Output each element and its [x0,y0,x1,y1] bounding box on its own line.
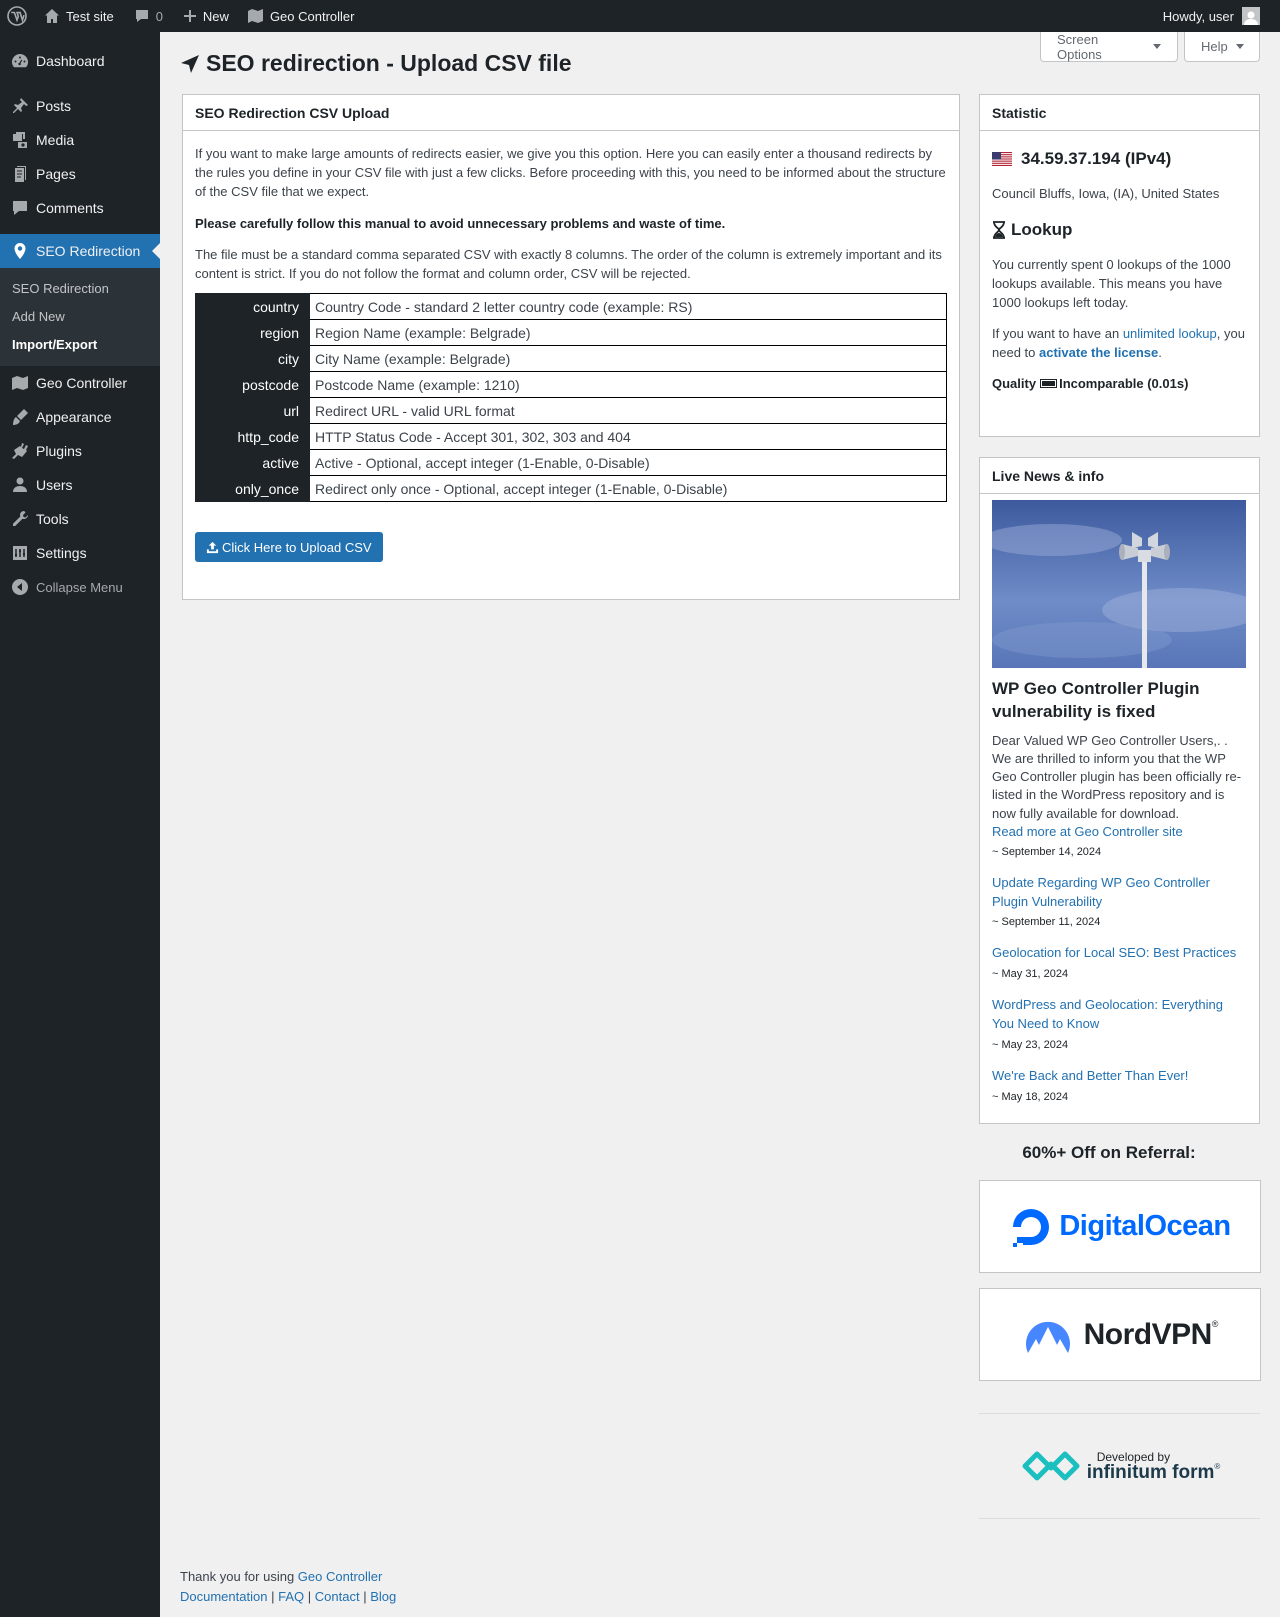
column-key: only_once [196,476,310,502]
sidebar-item-geo-controller[interactable] [0,366,160,400]
footer-documentation-link[interactable]: Documentation [180,1589,268,1604]
upload-csv-button[interactable] [195,532,383,562]
nordvpn-banner[interactable] [979,1288,1261,1381]
table-row [196,424,947,450]
help-button[interactable] [1184,32,1260,62]
submenu-add-new[interactable]: Add New [12,309,65,324]
sidebar-item-label: Tools [36,511,69,527]
wordpress-logo-icon[interactable] [0,0,36,32]
column-desc: Redirect only once - Optional, accept integer (1-Enable, 0-Disable) [310,476,947,502]
statistic-box [979,94,1260,437]
ip-address [992,149,1247,169]
news-link[interactable]: We're Back and Better Than Ever! [992,1067,1189,1083]
comments-count: 0 [155,8,163,24]
featured-news-title: WP Geo Controller Plugin vulnerability is fixed [992,679,1200,721]
submenu-seo-redirection[interactable]: SEO Redirection [12,281,109,296]
table-row [196,372,947,398]
user-icon [10,475,30,495]
comment-icon [10,198,30,218]
sidebar-item-label: Pages [36,166,76,182]
sidebar-item-posts[interactable] [0,89,160,123]
sidebar-item-users[interactable] [0,468,160,502]
column-desc: Active - Optional, accept integer (1-Enable, 0-Disable) [310,450,947,476]
sidebar-item-label: Plugins [36,443,82,459]
lookup-heading-text: Lookup [1011,219,1073,239]
collapse-menu-label: Collapse Menu [36,579,123,595]
pin-icon [10,96,30,116]
news-date: ~ May 31, 2024 [992,968,1069,981]
page-title-text: SEO redirection - Upload CSV file [206,50,572,76]
csv-columns-table [195,293,947,502]
seo-redirection-submenu [0,268,160,366]
table-row [196,346,947,372]
submenu-import-export[interactable]: Import/Export [12,337,98,352]
wrench-icon [10,509,30,529]
footer-thanks [180,1569,382,1584]
column-desc: Redirect URL - valid URL format [310,398,947,424]
column-key: http_code [196,424,310,450]
my-account-link[interactable] [1155,0,1268,32]
location-pin-icon [10,241,30,261]
format-note-text: The file must be a standard comma separated CSV with exactly 8 columns. The order of the column is extremely important and its content is strict. If you do not follow the format and column order, CSV will be rejected. [195,247,942,282]
footer-blog-link[interactable]: Blog [370,1589,397,1604]
column-key: region [196,320,310,346]
settings-icon [10,543,30,563]
footer-contact-link[interactable]: Contact [314,1589,360,1604]
intro-text: If you want to make large amounts of redirects easier, we give you this option. Here you can easily enter a thousand redirects by the rules you define in your CSV file with just a few clicks. Before proceeding with this, you need to be informed about the structure of the CSV file that we expect. [195,146,946,199]
sidebar-item-label: Geo Controller [36,375,128,391]
new-content-link[interactable] [175,0,237,32]
sidebar-item-label: Media [36,132,75,148]
collapse-menu-button[interactable] [0,570,160,604]
activate-license-link[interactable]: activate the license [1039,345,1159,361]
comments-link[interactable] [126,0,171,32]
quality-indicator [992,376,1247,391]
footer-faq-link[interactable]: FAQ [278,1589,305,1604]
table-row [196,398,947,424]
referral-heading: 60%+ Off on Referral: [1022,1143,1196,1162]
page-title [180,50,572,77]
media-icon [10,130,30,150]
unlimited-lookup-link[interactable]: unlimited lookup [1122,326,1217,342]
admin-sidebar [0,32,160,1617]
battery-icon [1040,379,1057,388]
column-key: postcode [196,372,310,398]
unlimited-mid: , you need to [992,326,1245,361]
developer-registered-mark: ® [1214,1461,1221,1471]
table-row [196,320,947,346]
registered-mark: ® [1211,1319,1219,1329]
developer-logo[interactable] [979,1436,1260,1496]
table-row [196,476,947,502]
site-name-link[interactable] [36,0,122,32]
digitalocean-banner[interactable] [979,1180,1261,1273]
screen-options-label: Screen Options [1057,31,1102,62]
screen-options-button[interactable] [1040,32,1178,62]
sidebar-item-label: Settings [36,545,87,561]
pages-icon [10,164,30,184]
column-desc: HTTP Status Code - Accept 301, 302, 303 and 404 [310,424,947,450]
news-link[interactable]: Geolocation for Local SEO: Best Practices [992,945,1237,961]
featured-news-date: ~ September 14, 2024 [992,845,1102,858]
hourglass-icon [992,221,1006,239]
featured-news-link[interactable]: Read more at Geo Controller site [992,823,1183,839]
digitalocean-logo-icon [1009,1205,1053,1249]
sidebar-item-label: Comments [36,200,104,216]
quality-label: Quality [992,376,1037,392]
plus-icon [183,9,197,23]
footer-separator: | [307,1589,312,1604]
divider [979,1518,1260,1519]
sidebar-item-label: SEO Redirection [36,243,141,259]
unlimited-post: . [1158,345,1162,361]
footer-thanks-text: Thank you for using [180,1569,298,1584]
sidebar-item-plugins[interactable] [0,434,160,468]
caret-down-icon [1153,44,1161,49]
news-box-title: Live News & info [980,458,1259,494]
geo-controller-label: Geo Controller [269,8,355,24]
featured-news-body: Dear Valued WP Geo Controller Users,. . We are thrilled to inform you that the WP Geo Controller plugin has been officially re-listed in the WordPress repository and is now fully available for download. [992,732,1242,821]
csv-upload-box [182,94,960,600]
developer-name: infinitum form [1086,1461,1215,1483]
footer-separator: | [363,1589,367,1604]
location-arrow-icon [180,54,200,74]
collapse-arrow-icon [10,577,30,597]
quality-value: Incomparable (0.01s) [1059,376,1189,392]
footer-geo-controller-link[interactable]: Geo Controller [297,1569,383,1584]
infinitum-logo-icon [1019,1446,1085,1486]
help-label: Help [1201,39,1228,54]
footer-links [180,1589,396,1604]
digitalocean-logo-text: DigitalOcean [1059,1210,1231,1242]
ip-address-text: 34.59.37.194 (IPv4) [1021,149,1172,168]
column-key: url [196,398,310,424]
dashboard-icon [10,51,30,71]
brush-icon [10,407,30,427]
table-row [196,294,947,320]
geo-controller-link[interactable] [239,0,363,32]
sidebar-item-media[interactable] [0,123,160,157]
admin-bar [0,0,1280,32]
sidebar-item-comments[interactable] [0,191,160,225]
column-desc: Postcode Name (example: 1210) [310,372,947,398]
location-text: Council Bluffs, Iowa, (IA), United States [992,186,1220,201]
sidebar-item-label: Dashboard [36,53,105,69]
new-label: New [202,8,229,24]
us-flag-icon [992,152,1012,166]
news-link[interactable]: WordPress and Geolocation: Everything You Need to Know [992,997,1223,1032]
lookup-text: You currently spent 0 lookups of the 1000 lookups available. This means you have 1000 lookups left today. [992,256,1231,310]
unlimited-text [992,325,1247,363]
map-icon [10,373,30,393]
sidebar-item-tools[interactable] [0,502,160,536]
sidebar-item-settings[interactable] [0,536,160,570]
news-date: ~ May 23, 2024 [992,1038,1069,1051]
unlimited-pre: If you want to have an [992,326,1123,342]
table-row [196,450,947,476]
nordvpn-logo-icon [1022,1313,1074,1357]
caret-down-icon [1236,44,1244,49]
nordvpn-logo-text: NordVPN [1083,1317,1212,1351]
column-desc: Region Name (example: Belgrade) [310,320,947,346]
sidebar-item-label: Appearance [36,409,112,425]
sidebar-item-seo-redirection[interactable] [0,234,160,268]
news-featured-image [992,500,1246,668]
sidebar-item-dashboard[interactable] [0,44,160,78]
avatar [1242,7,1260,25]
plugin-icon [10,441,30,461]
sidebar-item-label: Users [36,477,73,493]
divider [979,1413,1260,1414]
upload-icon [206,541,219,554]
news-date: ~ September 11, 2024 [992,916,1101,929]
column-key: city [196,346,310,372]
comment-icon [134,8,150,24]
footer-separator: | [271,1589,275,1604]
map-icon [247,8,264,24]
csv-upload-box-title: SEO Redirection CSV Upload [183,95,959,131]
news-date: ~ May 18, 2024 [992,1090,1069,1103]
upload-csv-label: Click Here to Upload CSV [222,539,372,555]
warning-text: Please carefully follow this manual to avoid unnecessary problems and waste of time. [195,215,726,231]
developed-by-text: Developed by [1096,1449,1171,1464]
column-desc: Country Code - standard 2 letter country code (example: RS) [310,294,947,320]
sidebar-item-pages[interactable] [0,157,160,191]
sidebar-item-label: Posts [36,98,72,114]
column-desc: City Name (example: Belgrade) [310,346,947,372]
howdy-text: Howdy, user [1162,8,1234,24]
news-box [979,457,1260,1124]
sidebar-item-appearance[interactable] [0,400,160,434]
home-icon [44,8,60,24]
site-name: Test site [66,8,114,24]
statistic-box-title: Statistic [980,95,1259,131]
column-key: country [196,294,310,320]
lookup-heading [992,220,1247,240]
column-key: active [196,450,310,476]
news-link[interactable]: Update Regarding WP Geo Controller Plugin Vulnerability [992,874,1210,909]
